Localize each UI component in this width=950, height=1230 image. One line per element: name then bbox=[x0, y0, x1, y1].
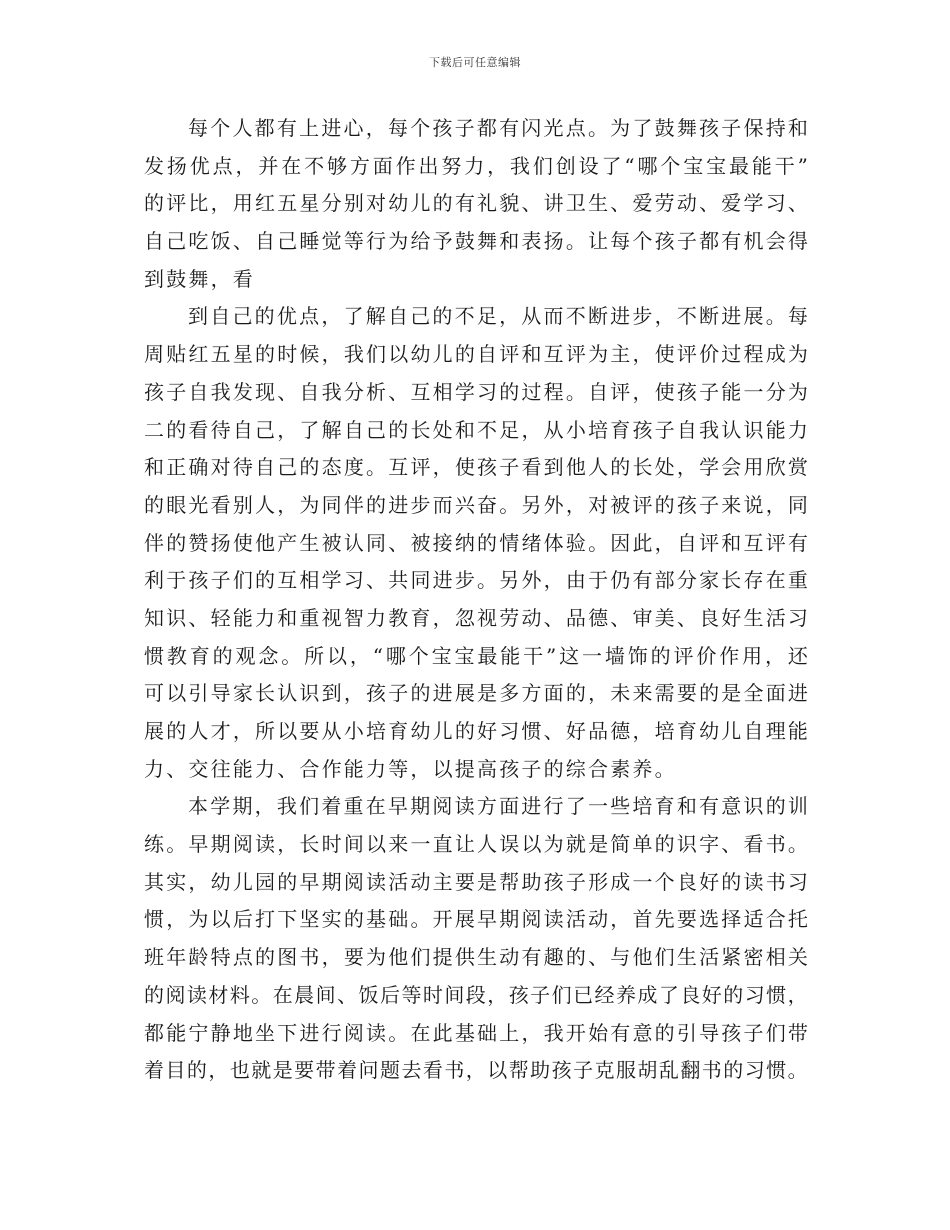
text-line: 练 。 早 期 阅 读 ， 长 时 间 以 来 一 直 让 人 误 以 为 就 是 简 单 的 识 字 、 看 书 。 bbox=[144, 832, 808, 857]
text-line: 到 自 己 的 优 点 ， 了 解 自 己 的 不 足 ， 从 而 不 断 进 步 ， 不 断 进 展 。 每 bbox=[188, 304, 808, 329]
text-line: 发 扬 优 点 ， 并 在 不 够 方 面 作 出 努 力 ， 我 们 创 设 了 “ 哪 个 宝 宝 最 能 干 ” bbox=[144, 153, 808, 178]
text-line: 孩 子 自 我 发 现 、 自 我 分 析 、 互 相 学 习 的 过 程 。 自 评 ， 使 孩 子 能 一 分 为 bbox=[144, 379, 808, 404]
text-line: 的 眼 光 看 别 人 ， 为 同 伴 的 进 步 而 兴 奋 。 另 外 ， 对 被 评 的 孩 子 来 说 ， 同 bbox=[144, 492, 808, 517]
text-line: 伴 的 赞 扬 使 他 产 生 被 认 同 、 被 接 纳 的 情 绪 体 验 。 因 此 ， 自 评 和 互 评 有 bbox=[144, 530, 808, 555]
text-line: 展 的 人 才 ， 所 以 要 从 小 培 育 幼 儿 的 好 习 惯 、 好 品 德 ， 培 育 幼 儿 自 理 能 bbox=[144, 719, 808, 743]
text-line: 的 阅 读 材 料 。 在 晨 间 、 饭 后 等 时 间 段 ， 孩 子 们 已 经 养 成 了 良 好 的 习 惯 ， bbox=[144, 982, 808, 1007]
text-line: 着 目 的 ， 也 就 是 要 带 着 问 题 去 看 书 ， 以 帮 助 孩 子 克 服 胡 乱 翻 书 的 习 惯 。 bbox=[144, 1058, 808, 1083]
text-line: 可 以 引 导 家 长 认 识 到 ， 孩 子 的 进 展 是 多 方 面 的 ， 未 来 需 要 的 是 全 面 进 bbox=[144, 681, 808, 706]
text-line: 其 实 ， 幼 儿 园 的 早 期 阅 读 活 动 主 要 是 帮 助 孩 子 形 成 一 个 良 好 的 读 书 习 bbox=[144, 869, 808, 894]
text-line: 二 的 看 待 自 己 ， 了 解 自 己 的 长 处 和 不 足 ， 从 小 培 育 孩 子 自 我 认 识 能 力 bbox=[144, 417, 808, 442]
text-line: 到鼓舞，看 bbox=[144, 266, 255, 291]
text-line: 都 能 宁 静 地 坐 下 进 行 阅 读 。 在 此 基 础 上 ， 我 开 始 有 意 的 引 导 孩 子 们 带 bbox=[144, 1020, 808, 1045]
text-line: 惯 ， 为 以 后 打 下 坚 实 的 基 础 。 开 展 早 期 阅 读 活 动 ， 首 先 要 选 择 适 合 托 bbox=[144, 907, 808, 932]
text-line: 周 贴 红 五 星 的 时 候 ， 我 们 以 幼 儿 的 自 评 和 互 评 为 主 ， 使 评 价 过 程 成 为 bbox=[144, 342, 808, 367]
text-line: 利 于 孩 子 们 的 互 相 学 习 、 共 同 进 步 。 另 外 ， 由 于 仍 有 部 分 家 长 存 在 重 bbox=[144, 568, 808, 593]
document-body bbox=[144, 110, 808, 1090]
text-line: 惯 教 育 的 观 念 。 所 以 ， “ 哪 个 宝 宝 最 能 干 ” 这 一 墙 饰 的 评 价 作 用 ， 还 bbox=[144, 643, 808, 668]
text-line: 知 识 、 轻 能 力 和 重 视 智 力 教 育 ， 忽 视 劳 动 、 品 德 、 审 美 、 良 好 生 活 习 bbox=[144, 605, 808, 630]
text-line: 班 年 龄 特 点 的 图 书 ， 要 为 他 们 提 供 生 动 有 趣 的 、 与 他 们 生 活 紧 密 相 关 bbox=[144, 945, 808, 970]
text-line: 本 学 期 ， 我 们 着 重 在 早 期 阅 读 方 面 进 行 了 一 些 培 育 和 有 意 识 的 训 bbox=[188, 794, 808, 819]
text-line: 每 个 人 都 有 上 进 心 ， 每 个 孩 子 都 有 闪 光 点 。 为 了 鼓 舞 孩 子 保 持 和 bbox=[188, 116, 808, 140]
text-line: 和 正 确 对 待 自 己 的 态 度 。 互 评 ， 使 孩 子 看 到 他 人 的 长 处 ， 学 会 用 欣 赏 bbox=[144, 455, 808, 480]
text-line: 的 评 比 ， 用 红 五 星 分 别 对 幼 儿 的 有 礼 貌 、 讲 卫 生 、 爱 劳 动 、 爱 学 习 、 bbox=[144, 191, 808, 216]
text-line: 自 己 吃 饭 、 自 己 睡 觉 等 行 为 给 予 鼓 舞 和 表 扬 。 让 每 个 孩 子 都 有 机 会 得 bbox=[144, 229, 808, 254]
header-note: 下载后可任意编辑 bbox=[429, 56, 521, 69]
text-line: 力、交往能力、合作能力等，以提高孩子的综合素养。 bbox=[144, 756, 677, 781]
